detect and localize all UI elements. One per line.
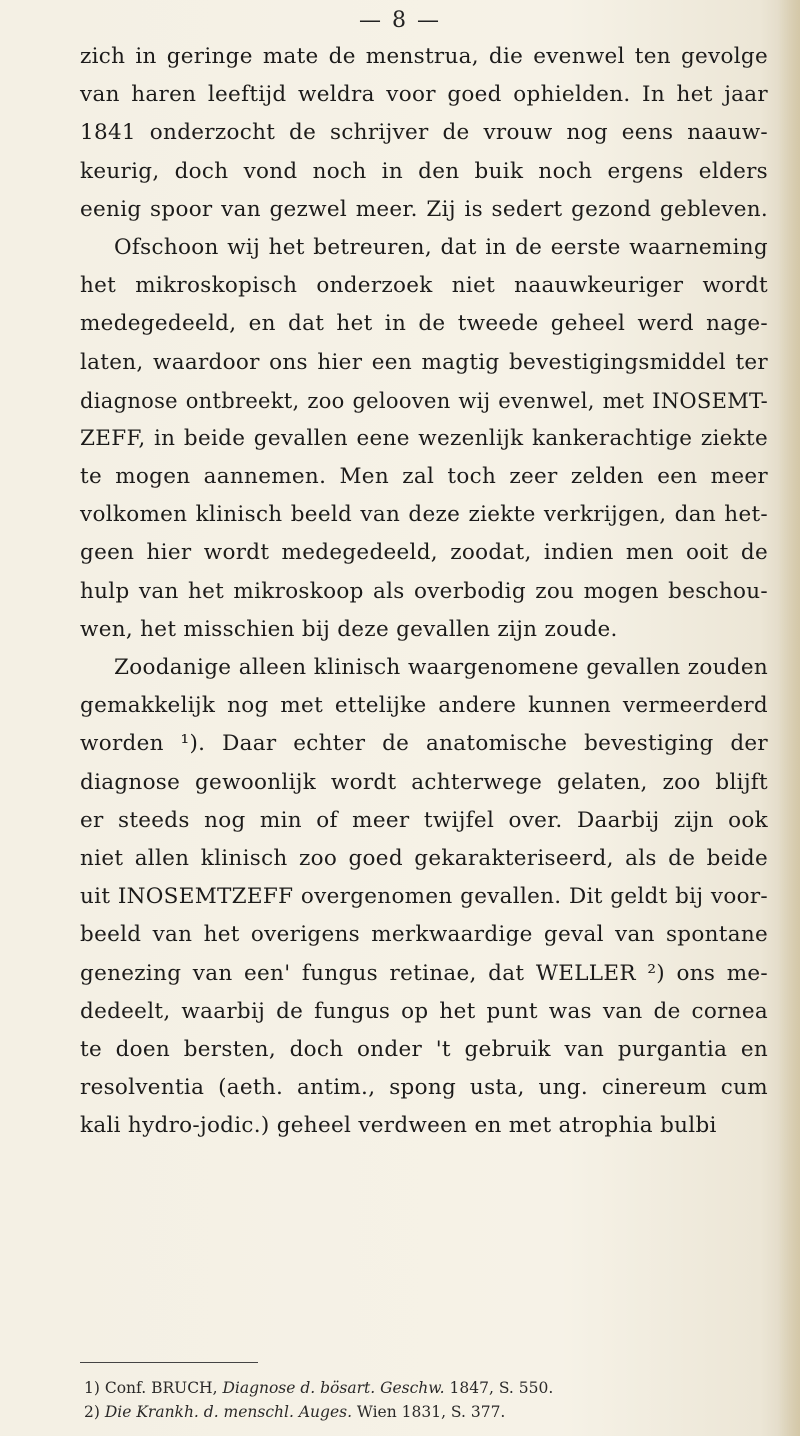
footnotes xyxy=(84,1376,764,1424)
page-number: — 8 — xyxy=(359,8,441,33)
text-line: Ofschoon wij het betreuren, dat in de eerste waarneming xyxy=(114,234,768,260)
text-line: geen hier wordt medegedeeld, zoodat, indien men ooit de xyxy=(80,540,768,566)
footnote-text: Conf. BRUCH, xyxy=(104,1379,223,1397)
text-line: Zoodanige alleen klinisch waargenomene gevallen zouden xyxy=(114,655,768,680)
footnote-number: 2) xyxy=(84,1403,100,1421)
text-line: medegedeeld, en dat het in de tweede geheel werd nage- xyxy=(80,311,768,337)
footnote-text: Wien 1831, S. 377. xyxy=(352,1403,506,1421)
text-line: resolventia (aeth. antim., spong usta, ung. cinereum cum xyxy=(80,1075,768,1101)
text-line: gemakkelijk nog met ettelijke andere kunnen vermeerderd xyxy=(80,693,768,719)
body-text xyxy=(80,38,768,1145)
text-line: er steeds nog min of meer twijfel over. Daarbij zijn ook xyxy=(80,807,768,833)
text-line: 1841 onderzocht de schrijver de vrouw nog eens naauw- xyxy=(80,120,768,146)
text-line: niet allen klinisch zoo goed gekarakteriseerd, als de beide xyxy=(80,845,768,871)
text-line: laten, waardoor ons hier een magtig bevestigingsmiddel ter xyxy=(80,349,768,375)
text-line: beeld van het overigens merkwaardige geval van spontane xyxy=(80,922,768,948)
text-line: worden ¹). Daar echter de anatomische bevestiging der xyxy=(80,731,768,757)
footnote-title: Die Krankh. d. menschl. Auges. xyxy=(104,1403,352,1421)
text-line: zich in geringe mate de menstrua, die evenwel ten gevolge xyxy=(80,44,768,69)
text-line: keurig, doch vond noch in den buik noch ergens elders xyxy=(80,158,768,184)
text-line: hulp van het mikroskoop als overbodig zou mogen beschou- xyxy=(80,578,768,604)
text-line: het mikroskopisch onderzoek niet naauwkeuriger wordt xyxy=(80,273,768,299)
footnote xyxy=(84,1376,764,1400)
text-line: genezing van een' fungus retinae, dat WELLER ²) ons me- xyxy=(80,960,768,986)
footnote-number: 1) xyxy=(84,1379,100,1397)
footnote-divider xyxy=(80,1362,258,1363)
text-line: van haren leeftijd weldra voor goed ophielden. In het jaar xyxy=(80,82,768,108)
text-line: volkomen klinisch beeld van deze ziekte verkrijgen, dan het- xyxy=(80,502,768,528)
text-line: ZEFF, in beide gevallen eene wezenlijk kankerachtige ziekte xyxy=(80,425,768,451)
text-line: diagnose ontbreekt, zoo gelooven wij evenwel, met INOSEMT- xyxy=(80,388,768,413)
page-edge-stain xyxy=(778,0,800,1436)
text-line: kali hydro-jodic.) geheel verdween en met atrophia bulbi xyxy=(80,1113,717,1139)
footnote-title: Diagnose d. bösart. Geschw. xyxy=(222,1379,445,1397)
text-line: diagnose gewoonlijk wordt achterwege gelaten, zoo blijft xyxy=(80,769,768,795)
text-line: eenig spoor van gezwel meer. Zij is sedert gezond gebleven. xyxy=(80,196,768,222)
text-line: te mogen aannemen. Men zal toch zeer zelden een meer xyxy=(80,464,768,490)
footnote-text: 1847, S. 550. xyxy=(444,1379,554,1397)
text-line: te doen bersten, doch onder 't gebruik van purgantia en xyxy=(80,1036,768,1062)
footnote xyxy=(84,1400,764,1424)
text-line: dedeelt, waarbij de fungus op het punt was van de cornea xyxy=(80,998,768,1024)
text-line: uit INOSEMTZEFF overgenomen gevallen. Dit geldt bij voor- xyxy=(80,884,768,910)
text-line: wen, het misschien bij deze gevallen zijn zoude. xyxy=(80,616,618,642)
